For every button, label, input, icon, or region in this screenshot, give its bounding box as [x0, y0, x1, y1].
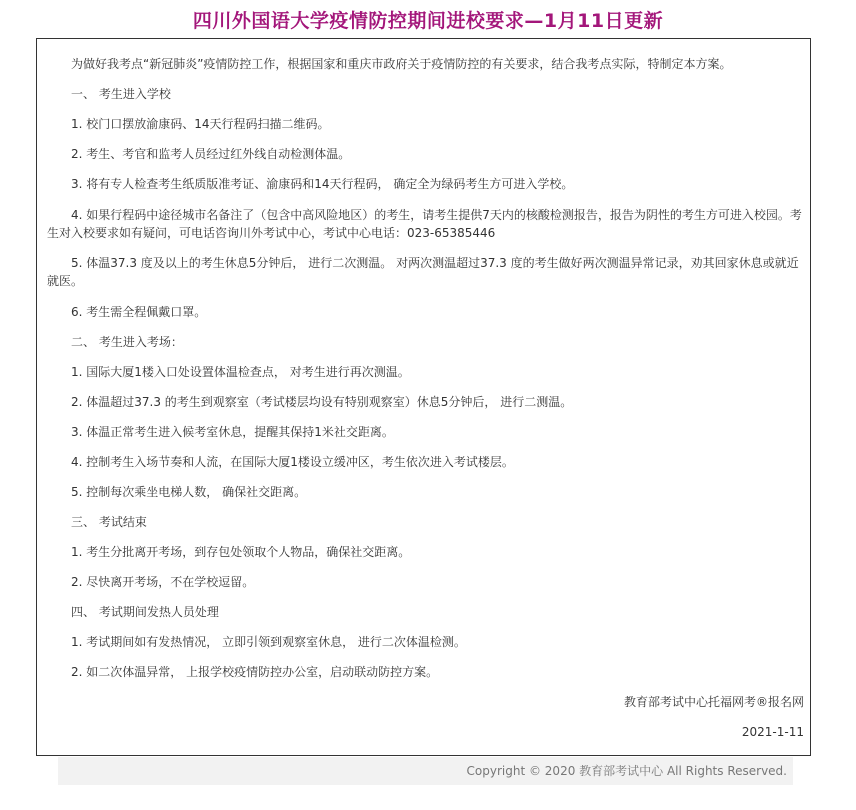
section-4-item-2: 2. 如二次体温异常， 上报学校疫情防控办公室，启动联动防控方案。	[71, 665, 439, 679]
section-3-item-2: 2. 尽快离开考场，不在学校逗留。	[71, 575, 255, 589]
section-1-item-6: 6. 考生需全程佩戴口罩。	[71, 305, 207, 319]
section-1-item-5: 5. 体温37.3 度及以上的考生休息5分钟后， 进行二次测温。 对两次测温超过37.3 度的考生做好两次测温异常记录，劝其回家休息或就近就医。	[47, 256, 799, 288]
section-2-item-1: 1. 国际大厦1楼入口处设置体温检查点， 对考生进行再次测温。	[71, 365, 410, 379]
section-1-item-1: 1. 校门口摆放渝康码、14天行程码扫描二维码。	[71, 117, 330, 131]
section-heading-3: 三、 考试结束	[71, 515, 147, 529]
publish-date: 2021-1-11	[741, 725, 804, 739]
section-2-item-3: 3. 体温正常考生进入候考室休息，提醒其保持1米社交距离。	[71, 425, 394, 439]
section-3-item-1: 1. 考生分批离开考场，到存包处领取个人物品，确保社交距离。	[71, 545, 411, 559]
copyright-footer: Copyright © 2020 教育部考试中心 All Rights Reserved.	[58, 757, 793, 785]
section-4-item-1: 1. 考试期间如有发热情况， 立即引领到观察室休息， 进行二次体温检测。	[71, 635, 466, 649]
page-title: 四川外国语大学疫情防控期间进校要求—1月11日更新	[192, 10, 664, 32]
section-2-item-4: 4. 控制考生入场节奏和人流，在国际大厦1楼设立缓冲区，考生依次进入考试楼层。	[71, 455, 514, 469]
section-heading-4: 四、 考试期间发热人员处理	[71, 605, 219, 619]
intro-paragraph: 为做好我考点“新冠肺炎”疫情防控工作，根据国家和重庆市政府关于疫情防控的有关要求，结合我考点实际，特制定本方案。	[71, 57, 732, 71]
section-heading-1: 一、 考生进入学校	[71, 87, 171, 101]
section-2-item-5: 5. 控制每次乘坐电梯人数， 确保社交距离。	[71, 485, 307, 499]
section-1-item-2: 2. 考生、考官和监考人员经过红外线自动检测体温。	[71, 147, 351, 161]
notice-box	[36, 38, 811, 756]
section-1-item-4: 4. 如果行程码中途径城市名备注了（包含中高风险地区）的考生，请考生提供7天内的核酸检测报告，报告为阴性的考生方可进入校园。考生对入校要求如有疑问，可电话咨询川外考试中心，考试中心电话：023-65385446	[47, 208, 802, 240]
section-1-item-3: 3. 将有专人检查考生纸质版准考证、渝康码和14天行程码， 确定全为绿码考生方可进入学校。	[71, 177, 574, 191]
section-heading-2: 二、 考生进入考场：	[71, 335, 183, 349]
section-2-item-2: 2. 体温超过37.3 的考生到观察室（考试楼层均设有特别观察室）休息5分钟后， 进行二测温。	[71, 395, 573, 409]
signature: 教育部考试中心托福网考®报名网	[623, 695, 804, 709]
